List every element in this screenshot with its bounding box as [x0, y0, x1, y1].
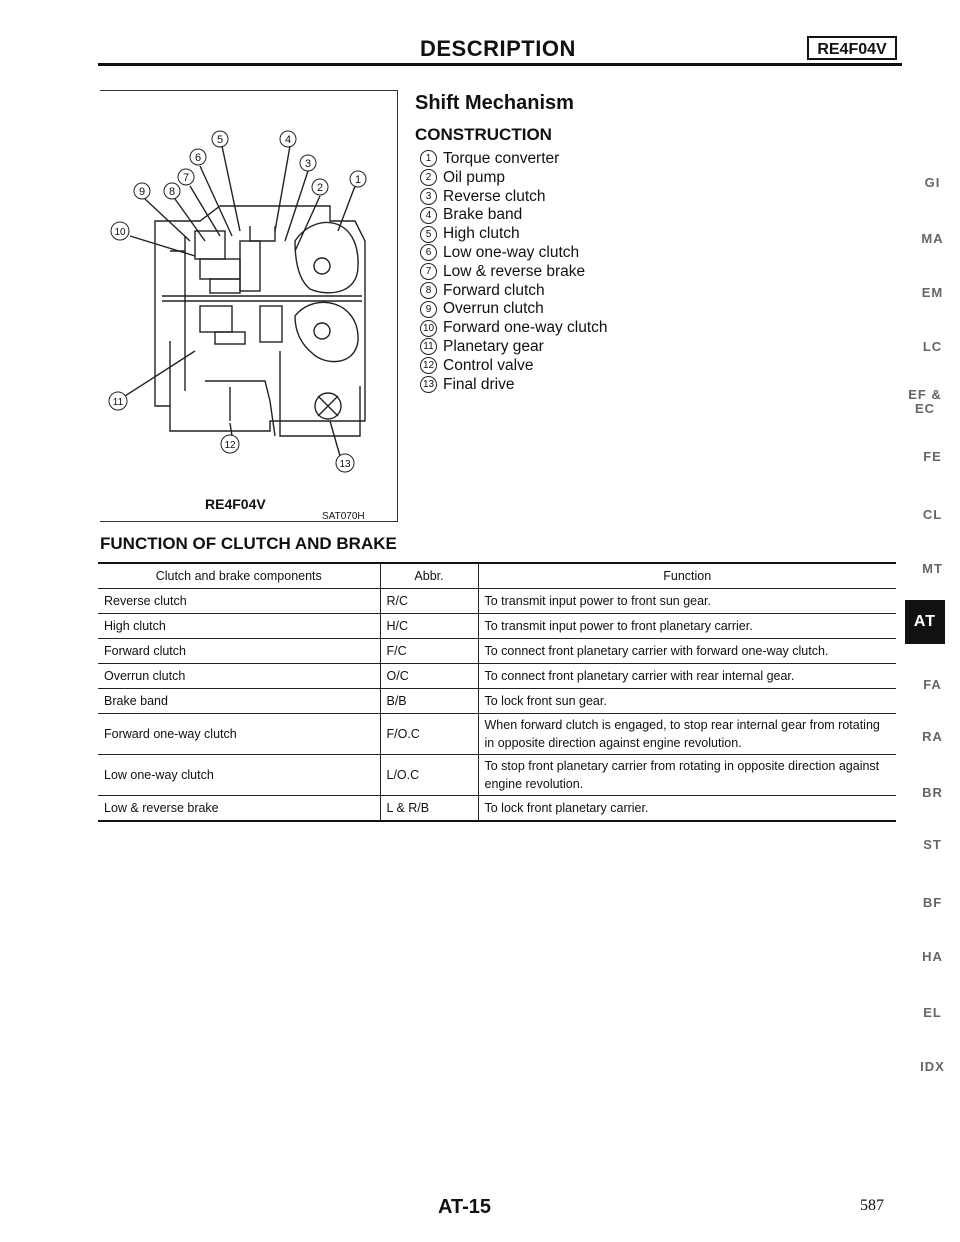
page-title: DESCRIPTION [420, 36, 576, 61]
callout-2-label: 2 [316, 182, 324, 194]
list-item: 5 High clutch [420, 225, 608, 244]
tab-ha[interactable]: HA [922, 949, 943, 964]
list-item: 7 Low & reverse brake [420, 263, 608, 282]
callout-12 [221, 435, 239, 453]
list-item: 9 Overrun clutch [420, 300, 608, 319]
table-row: Low & reverse brake L & R/B To lock front planetary carrier. [98, 796, 896, 822]
callout-10-label: 10 [114, 227, 126, 238]
section-title: Shift Mechanism [415, 92, 574, 114]
callout-5-label: 5 [216, 134, 224, 146]
table-row: Forward clutch F/C To connect front planetary carrier with forward one-way clutch. [98, 639, 896, 664]
list-item: 1 Torque converter [420, 150, 608, 169]
callout-8-label: 8 [168, 186, 176, 198]
callout-11 [109, 392, 127, 410]
transmission-drawing [100, 91, 398, 523]
column-header: Abbr. [380, 563, 478, 589]
table-row: Brake band B/B To lock front sun gear. [98, 689, 896, 714]
callout-7-label: 7 [182, 172, 190, 184]
tab-at[interactable]: AT [905, 600, 945, 644]
tab-bf[interactable]: BF [922, 895, 943, 910]
tab-idx[interactable]: IDX [920, 1059, 945, 1074]
list-item: 13 Final drive [420, 376, 608, 395]
tab-fa[interactable]: FA [923, 677, 942, 692]
table-row: Reverse clutch R/C To transmit input power to front sun gear. [98, 589, 896, 614]
callout-11-label: 11 [112, 397, 124, 408]
list-item: 2 Oil pump [420, 169, 608, 188]
tab-em[interactable]: EM [921, 285, 944, 300]
callout-8 [164, 183, 180, 199]
tab-fe[interactable]: FE [923, 449, 942, 464]
construction-title: CONSTRUCTION [415, 125, 552, 144]
figure-label: RE4F04V [205, 496, 266, 512]
list-item: 10 Forward one-way clutch [420, 319, 608, 338]
list-item: 4 Brake band [420, 206, 608, 225]
list-item: 8 Forward clutch [420, 282, 608, 301]
callout-13 [336, 454, 354, 472]
callout-3 [300, 155, 316, 171]
table-row: Overrun clutch O/C To connect front planetary carrier with rear internal gear. [98, 664, 896, 689]
column-header: Function [478, 563, 896, 589]
callout-4 [280, 131, 296, 147]
table-title: FUNCTION OF CLUTCH AND BRAKE [100, 534, 397, 553]
callout-1-label: 1 [354, 174, 362, 186]
figure-code: SAT070H [322, 511, 365, 522]
tab-ef-ec[interactable]: EF & EC [908, 387, 942, 416]
table-row: Forward one-way clutch F/O.C When forward clutch is engaged, to stop rear internal gear from rotating in opposite direction against engine revolution. [98, 714, 896, 755]
function-table [98, 562, 896, 822]
list-item: 6 Low one-way clutch [420, 244, 608, 263]
page-code: AT-15 [438, 1196, 491, 1218]
tab-ma[interactable]: MA [921, 231, 944, 246]
callout-2 [312, 179, 328, 195]
callout-4-label: 4 [284, 134, 292, 146]
page-number: 587 [860, 1197, 884, 1214]
callout-3-label: 3 [304, 158, 312, 170]
list-item: 12 Control valve [420, 357, 608, 376]
list-item: 3 Reverse clutch [420, 188, 608, 207]
parts-list [420, 150, 608, 394]
callout-10 [111, 222, 129, 240]
tab-gi[interactable]: GI [924, 175, 941, 190]
transmission-diagram [100, 90, 398, 522]
tab-st[interactable]: ST [923, 837, 942, 852]
callout-6 [190, 149, 206, 165]
tab-mt[interactable]: MT [922, 561, 943, 576]
callout-9 [134, 183, 150, 199]
callout-9-label: 9 [138, 186, 146, 198]
tab-ra[interactable]: RA [922, 729, 943, 744]
table-row: High clutch H/C To transmit input power to front planetary carrier. [98, 614, 896, 639]
callout-6-label: 6 [194, 152, 202, 164]
header-rule [98, 63, 902, 66]
table-header-row [98, 563, 896, 589]
tab-cl[interactable]: CL [922, 507, 943, 522]
table-row: Low one-way clutch L/O.C To stop front planetary carrier from rotating in opposite direction against engine revolution. [98, 755, 896, 796]
column-header: Clutch and brake components [98, 563, 380, 589]
callout-13-label: 13 [339, 459, 351, 470]
list-item: 11 Planetary gear [420, 338, 608, 357]
callout-1 [350, 171, 366, 187]
callout-7 [178, 169, 194, 185]
tab-lc[interactable]: LC [922, 339, 943, 354]
tab-el[interactable]: EL [923, 1005, 942, 1020]
callout-5 [212, 131, 228, 147]
model-badge: RE4F04V [807, 36, 897, 60]
callout-12-label: 12 [224, 440, 236, 451]
tab-br[interactable]: BR [922, 785, 943, 800]
